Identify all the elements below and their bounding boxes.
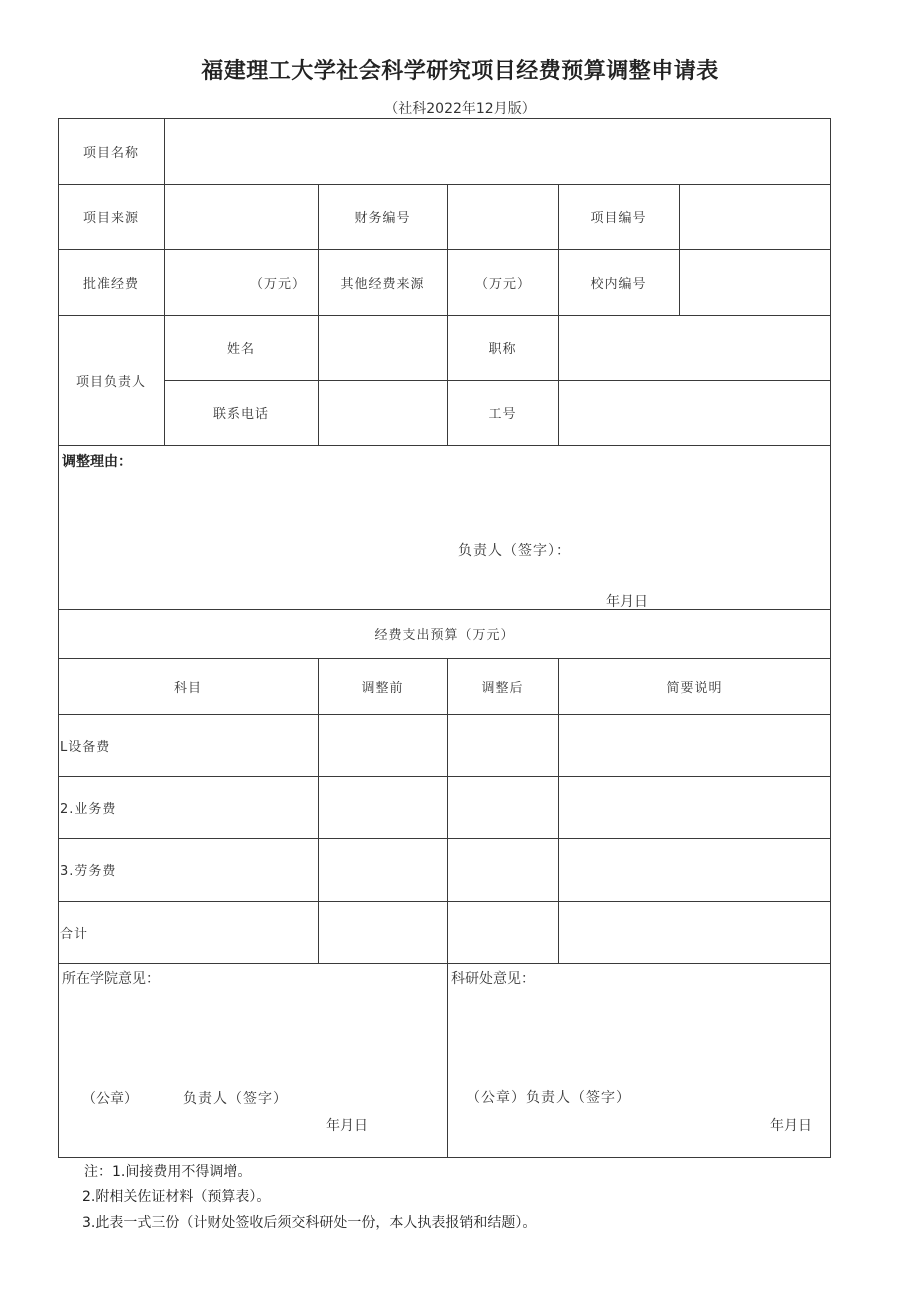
row-divider [58,445,831,446]
leader-name-label: 姓名 [226,342,255,357]
budget-note-field[interactable] [559,839,830,901]
leader-title-label: 职称 [488,342,517,357]
college-opinion-label: 所在学院意见： [62,971,160,987]
budget-total-before-field[interactable] [319,902,447,963]
project-no-field[interactable] [680,185,830,249]
college-date: 年月日 [326,1118,368,1134]
budget-after-field[interactable] [448,777,558,838]
college-seal: （公章） [82,1091,138,1107]
budget-before-field[interactable] [319,839,447,901]
leader-staff-no-label: 工号 [488,407,517,422]
budget-note-field[interactable] [559,715,830,776]
note-line-1: 注：1.间接费用不得调增。 [84,1164,252,1180]
approved-funds-field[interactable] [165,250,318,315]
budget-total-after-field[interactable] [448,902,558,963]
budget-total-note-field[interactable] [559,902,830,963]
budget-note-field[interactable] [559,777,830,838]
budget-after-field[interactable] [448,839,558,901]
project-name-field[interactable] [165,119,830,184]
other-funds-field[interactable] [448,250,558,315]
budget-before-field[interactable] [319,777,447,838]
budget-after-field[interactable] [448,715,558,776]
page-title: 福建理工大学社会科学研究项目经费预算调整申请表 [201,59,719,84]
reason-date: 年月日 [606,594,648,610]
leader-phone-label: 联系电话 [212,407,269,422]
budget-col-note: 简要说明 [666,680,723,696]
budget-total-label: 合计 [60,926,89,942]
leader-staff-no-field[interactable] [559,381,830,445]
budget-header: 经费支出预算（万元） [374,628,515,643]
finance-no-label: 财务编号 [354,211,411,226]
finance-no-field[interactable] [448,185,558,249]
research-date: 年月日 [770,1118,812,1134]
budget-row-label: L设备费 [60,739,111,755]
approved-funds-unit: （万元） [249,277,306,292]
college-signature: 负责人（签字） [183,1091,288,1107]
research-opinion-field[interactable] [449,992,829,1072]
budget-row-label: 2.业务费 [60,801,117,817]
leader-name-field[interactable] [319,316,447,380]
budget-row-label: 3.劳务费 [60,864,117,879]
budget-col-before: 调整前 [361,680,404,696]
leader-title-field[interactable] [559,316,830,380]
project-name-label: 项目名称 [82,145,139,161]
project-leader-label: 项目负责人 [75,374,146,390]
row-divider [58,963,831,964]
college-opinion-field[interactable] [60,992,445,1072]
research-opinion-label: 科研处意见： [451,971,535,987]
other-funds-unit: （万元） [474,277,531,292]
reason-signature: 负责人（签字）： [458,543,571,559]
research-signature: （公章）负责人（签字） [466,1090,631,1106]
note-line-2: 2.附相关佐证材料（预算表）。 [82,1189,271,1205]
project-source-field[interactable] [165,185,318,249]
budget-before-field[interactable] [319,715,447,776]
approved-funds-label: 批准经费 [82,276,139,292]
column-divider [447,963,448,1158]
other-funds-label: 其他经费来源 [340,276,425,292]
leader-phone-field[interactable] [319,381,447,445]
project-source-label: 项目来源 [82,211,139,226]
form-version: （社科2022年12月版） [384,101,536,117]
table-border-bottom [58,1157,831,1158]
adjustment-reason-field[interactable] [60,472,829,532]
project-no-label: 项目编号 [590,211,647,226]
budget-col-after: 调整后 [481,680,524,696]
budget-col-subject: 科目 [173,680,202,696]
school-no-label: 校内编号 [590,276,647,292]
note-line-3: 3.此表一式三份（计财处签收后须交科研处一份，本人执表报销和结题）。 [82,1215,537,1231]
adjustment-reason-label: 调整理由： [62,454,132,470]
school-no-field[interactable] [680,250,830,315]
